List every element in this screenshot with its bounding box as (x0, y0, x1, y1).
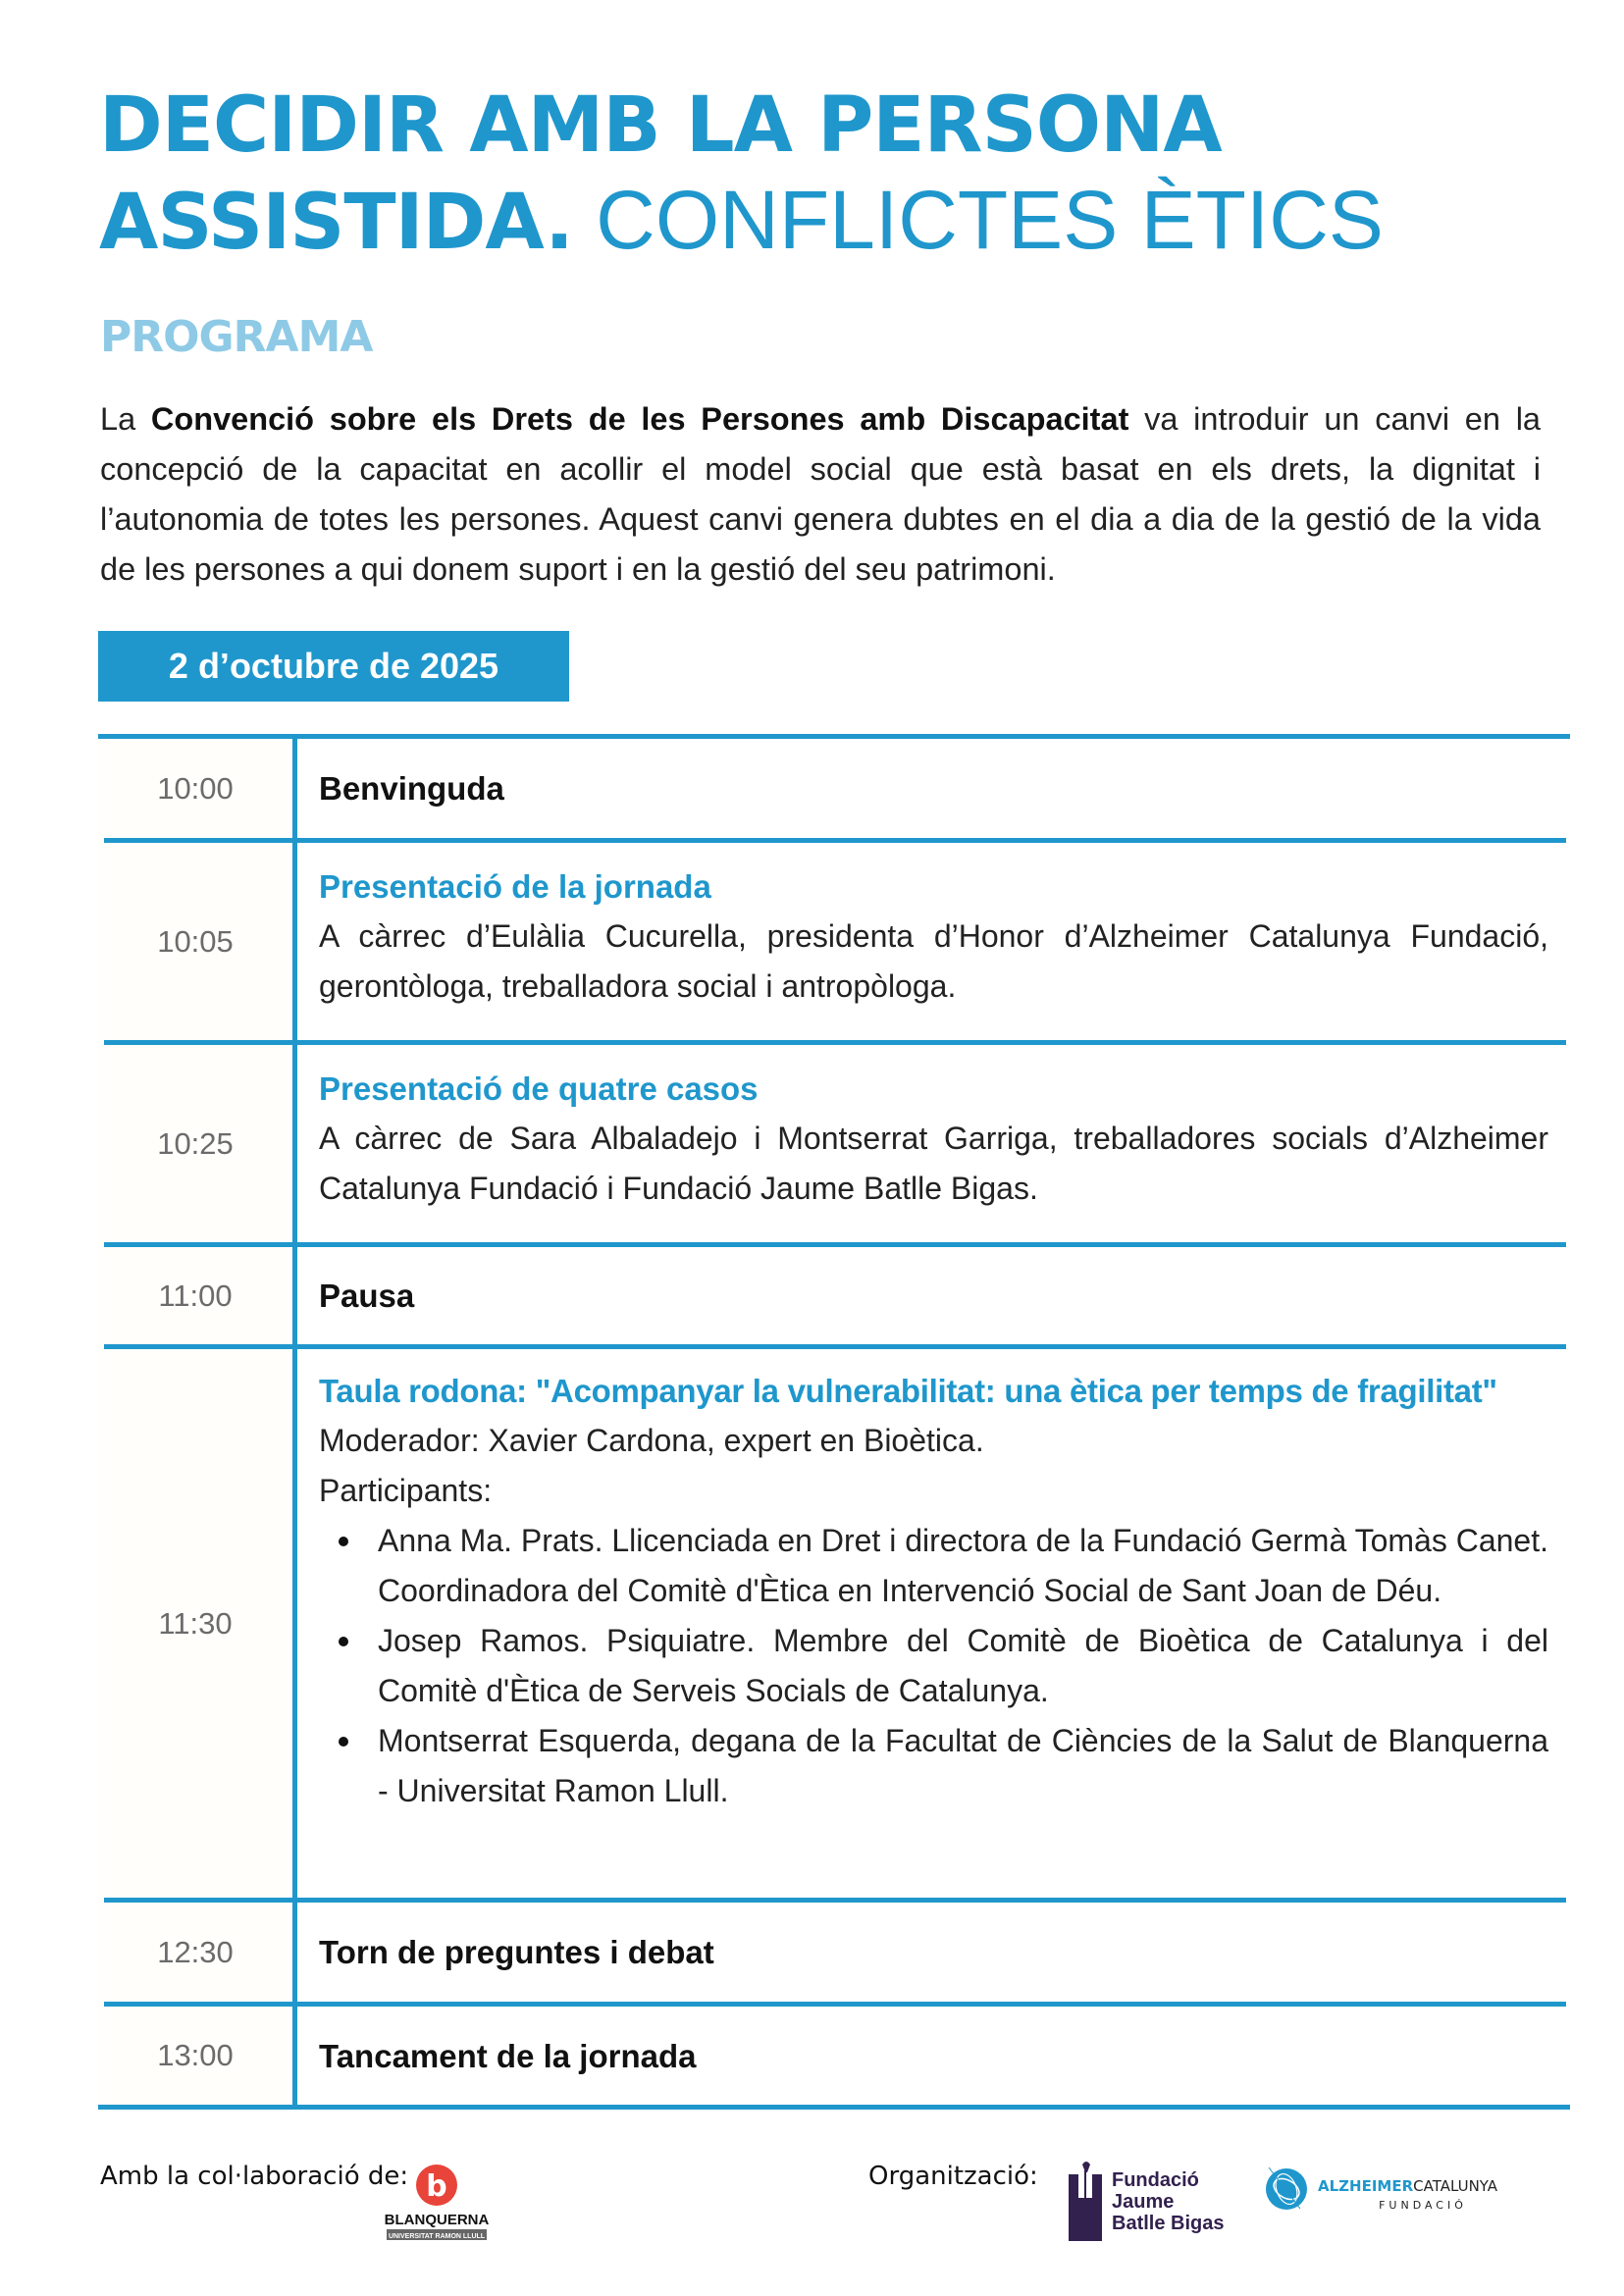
schedule-row (98, 739, 1570, 838)
schedule-content (297, 739, 1570, 838)
alzheimer-wordmark: ALZHEIMERCATALUNYA (1318, 2177, 1498, 2195)
session-label: Benvinguda (319, 770, 504, 807)
intro-prefix: La (100, 401, 151, 437)
title-line-2-bold: ASSISTIDA. (99, 179, 573, 267)
intro-text: va introduir un canvi en la concepció de la capacitat en acollir el model social que està basat en els drets, la dignitat i l’autonomia de totes les persones. Aquest canvi genera dubtes en el dia a dia de la gestió de la vida de les persones a qui donem suport i en la gestió del seu patrimoni. (100, 401, 1541, 587)
session-label: Tancament de la jornada (319, 2037, 697, 2074)
schedule-content (297, 1344, 1570, 1898)
intro-paragraph (100, 394, 1541, 595)
svg-text:BLANQUERNA: BLANQUERNA (384, 2212, 490, 2228)
schedule-content (297, 838, 1570, 1040)
schedule-time: 12:30 (98, 1898, 297, 2002)
title-line-1: DECIDIR AMB LA PERSONA (99, 81, 1222, 170)
schedule-row (98, 1040, 1570, 1242)
session-title: Presentació de quatre casos (319, 1070, 759, 1107)
schedule-content (297, 1898, 1570, 2002)
schedule-time: 10:25 (98, 1040, 297, 1242)
schedule-row (98, 2002, 1570, 2105)
collaboration-label: Amb la col·laboració de: (100, 2162, 409, 2191)
participant-item: Anna Ma. Prats. Llicenciada en Dret i directora de la Fundació Germà Tomàs Canet. Coordinadora del Comitè d'Ètica en Intervenció Social de Sant Joan de Déu. (319, 1516, 1548, 1616)
schedule-content (297, 1242, 1570, 1344)
page-title (99, 78, 1384, 270)
blanquerna-logo (383, 2164, 491, 2247)
fundacio-jaume-batlle-bigas-logo (1065, 2159, 1231, 2247)
session-label: Torn de preguntes i debat (319, 1934, 714, 1970)
session-label: Pausa (319, 1278, 415, 1314)
organization-label: Organització: (868, 2162, 1038, 2191)
intro-bold: Convenció sobre els Drets de les Persones amb Discapacitat (150, 401, 1129, 437)
svg-text:Batlle Bigas: Batlle Bigas (1112, 2213, 1225, 2234)
session-description: A càrrec d’Eulàlia Cucurella, presidenta d’Honor d’Alzheimer Catalunya Fundació, gerontòloga, treballadora social i antropòloga. (319, 918, 1548, 1004)
session-title: Taula rodona: "Acompanyar la vulnerabilitat: una ètica per temps de fragilitat" (319, 1373, 1497, 1409)
svg-text:Fundació: Fundació (1112, 2169, 1199, 2191)
schedule-content (297, 1040, 1570, 1242)
schedule-time: 11:30 (98, 1344, 297, 1898)
participant-item: Montserrat Esquerda, degana de la Facultat de Ciències de la Salut de Blanquerna - Universitat Ramon Llull. (319, 1716, 1548, 1816)
schedule-row (98, 1242, 1570, 1344)
blanquerna-logo-icon (383, 2164, 491, 2247)
session-moderator: Moderador: Xavier Cardona, expert en Bioètica. (319, 1423, 984, 1458)
svg-text:b: b (426, 2169, 447, 2204)
schedule-time: 10:00 (98, 739, 297, 838)
svg-text:FUNDACIÓ: FUNDACIÓ (1379, 2199, 1467, 2212)
schedule-row (98, 1898, 1570, 2002)
schedule-table (98, 734, 1570, 2110)
participant-item: Josep Ramos. Psiquiatre. Membre del Comitè de Bioètica de Catalunya i del Comitè d'Ètica de Serveis Socials de Catalunya. (319, 1616, 1548, 1716)
svg-text:Jaume: Jaume (1112, 2191, 1175, 2213)
schedule-time: 13:00 (98, 2002, 297, 2105)
alzheimer-catalunya-logo (1261, 2164, 1526, 2222)
date-banner: 2 d’octubre de 2025 (98, 631, 569, 702)
participants-label: Participants: (319, 1473, 493, 1508)
participants-list (319, 1516, 1548, 1816)
schedule-time: 10:05 (98, 838, 297, 1040)
session-description: A càrrec de Sara Albaladejo i Montserrat Garriga, treballadores socials d’Alzheimer Catalunya Fundació i Fundació Jaume Batlle Bigas. (319, 1121, 1548, 1206)
title-line-2-light: CONFLICTES ÈTICS (572, 174, 1384, 266)
schedule-content (297, 2002, 1570, 2105)
alzheimer-logo-icon (1261, 2164, 1526, 2222)
schedule-row (98, 838, 1570, 1040)
session-title: Presentació de la jornada (319, 868, 711, 905)
schedule-time: 11:00 (98, 1242, 297, 1344)
schedule-row (98, 1344, 1570, 1898)
svg-text:UNIVERSITAT RAMON LLULL: UNIVERSITAT RAMON LLULL (388, 2233, 486, 2240)
section-subtitle: PROGRAMA (100, 312, 373, 362)
fjbb-logo-icon (1065, 2159, 1231, 2247)
